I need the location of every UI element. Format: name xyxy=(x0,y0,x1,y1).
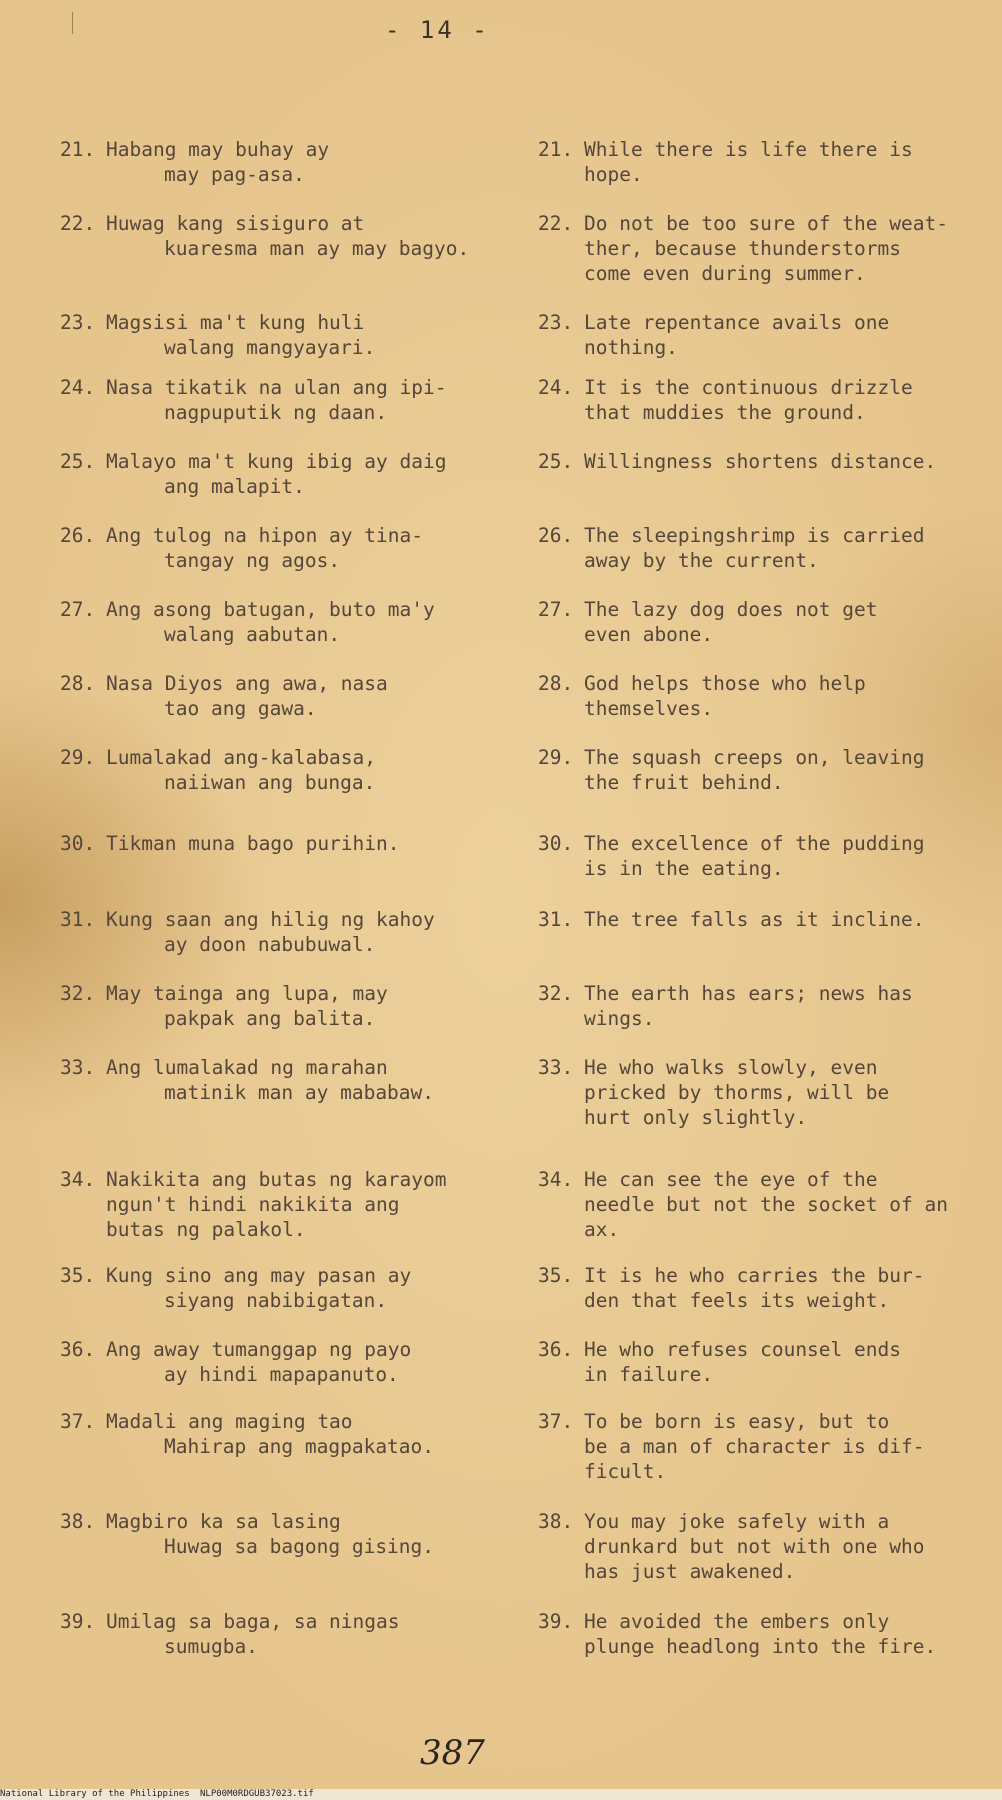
english-proverb-continuation: nothing. xyxy=(584,336,678,359)
tagalog-proverb-line xyxy=(60,1409,434,1434)
tagalog-proverb-37 xyxy=(60,1409,434,1459)
tagalog-proverb-line xyxy=(60,1337,411,1362)
proverb-number: 24. xyxy=(60,376,96,399)
tagalog-proverb-text: Umilag sa baga, sa ningas xyxy=(106,1610,400,1633)
tagalog-proverb-text: May tainga ang lupa, may xyxy=(106,982,388,1005)
tagalog-proverb-continuation: tangay ng agos. xyxy=(164,549,341,572)
english-proverb-line xyxy=(538,1609,936,1634)
tagalog-proverb-26 xyxy=(60,523,423,573)
tagalog-proverb-continuation: may pag-asa. xyxy=(164,163,305,186)
proverb-number: 30. xyxy=(538,832,574,855)
english-proverb-text: Willingness shortens distance. xyxy=(584,450,937,473)
english-proverb-34 xyxy=(538,1167,948,1242)
english-proverb-text: He who walks slowly, even xyxy=(584,1056,878,1079)
tagalog-proverb-28 xyxy=(60,671,388,721)
english-proverb-line xyxy=(538,831,924,856)
tagalog-proverb-text: Magsisi ma't kung huli xyxy=(106,311,365,334)
english-proverb-continuation: ax. xyxy=(584,1218,620,1241)
english-proverb-continuation: the fruit behind. xyxy=(584,771,784,794)
tagalog-proverb-text: Malayo ma't kung ibig ay daig xyxy=(106,450,447,473)
proverb-number: 32. xyxy=(538,982,574,1005)
english-proverb-24 xyxy=(538,375,913,425)
english-proverb-text: The tree falls as it incline. xyxy=(584,908,925,931)
proverb-number: 34. xyxy=(60,1168,96,1191)
english-proverb-line xyxy=(538,449,936,474)
proverb-number: 36. xyxy=(538,1338,574,1361)
tagalog-proverb-23 xyxy=(60,310,375,360)
english-proverb-text: The lazy dog does not get xyxy=(584,598,878,621)
english-proverb-text: To be born is easy, but to xyxy=(584,1410,890,1433)
english-proverb-38 xyxy=(538,1509,924,1584)
proverb-number: 37. xyxy=(538,1410,574,1433)
english-proverb-continuation: ther, because thunderstorms xyxy=(584,237,901,260)
proverb-number: 33. xyxy=(60,1056,96,1079)
tagalog-proverb-30 xyxy=(60,831,400,856)
tagalog-proverb-line xyxy=(60,907,435,932)
english-proverb-continuation: hurt only slightly. xyxy=(584,1106,808,1129)
english-proverb-line xyxy=(538,1055,889,1080)
english-proverb-continuation: that muddies the ground. xyxy=(584,401,866,424)
english-proverb-31 xyxy=(538,907,924,932)
english-proverb-line xyxy=(538,375,913,400)
english-proverb-text: The earth has ears; news has xyxy=(584,982,913,1005)
tagalog-proverb-line xyxy=(60,1055,434,1080)
english-proverb-line xyxy=(538,1409,924,1434)
tagalog-proverb-line xyxy=(60,1263,411,1288)
tagalog-proverb-line xyxy=(60,745,376,770)
english-proverb-line xyxy=(538,671,866,696)
tagalog-proverb-27 xyxy=(60,597,435,647)
tagalog-proverb-continuation: walang aabutan. xyxy=(164,623,341,646)
proverb-number: 26. xyxy=(60,524,96,547)
tagalog-proverb-continuation: ngun't hindi nakikita ang xyxy=(106,1193,400,1216)
tagalog-proverb-35 xyxy=(60,1263,411,1313)
tagalog-proverb-line xyxy=(60,449,446,474)
proverb-number: 22. xyxy=(60,212,96,235)
english-proverb-23 xyxy=(538,310,889,360)
tagalog-proverb-text: Huwag kang sisiguro at xyxy=(106,212,365,235)
english-proverb-39 xyxy=(538,1609,936,1659)
proverb-number: 25. xyxy=(60,450,96,473)
english-proverb-text: It is he who carries the bur- xyxy=(584,1264,925,1287)
english-proverb-33 xyxy=(538,1055,889,1130)
tagalog-proverb-continuation: kuaresma man ay may bagyo. xyxy=(164,237,470,260)
tagalog-proverb-31 xyxy=(60,907,435,957)
proverb-number: 28. xyxy=(60,672,96,695)
tagalog-proverb-32 xyxy=(60,981,388,1031)
tagalog-proverb-text: Nasa tikatik na ulan ang ipi- xyxy=(106,376,447,399)
tagalog-proverb-text: Habang may buhay ay xyxy=(106,138,330,161)
proverb-number: 23. xyxy=(538,311,574,334)
english-proverb-continuation: is in the eating. xyxy=(584,857,784,880)
tagalog-proverb-continuation: walang mangyayari. xyxy=(164,336,376,359)
tagalog-proverb-line xyxy=(60,1167,446,1192)
tagalog-proverb-line xyxy=(60,375,446,400)
tagalog-proverb-29 xyxy=(60,745,376,795)
english-proverb-line xyxy=(538,907,924,932)
proverb-number: 33. xyxy=(538,1056,574,1079)
proverb-number: 36. xyxy=(60,1338,96,1361)
english-proverb-35 xyxy=(538,1263,924,1313)
tagalog-proverb-text: Nakikita ang butas ng karayom xyxy=(106,1168,447,1191)
tagalog-proverb-line xyxy=(60,671,388,696)
tagalog-proverb-continuation: Huwag sa bagong gising. xyxy=(164,1535,435,1558)
english-proverb-line xyxy=(538,137,913,162)
english-proverb-continuation: has just awakened. xyxy=(584,1560,796,1583)
english-proverb-26 xyxy=(538,523,924,573)
tagalog-proverb-36 xyxy=(60,1337,411,1387)
tagalog-proverb-continuation: matinik man ay mababaw. xyxy=(164,1081,435,1104)
proverb-number: 38. xyxy=(60,1510,96,1533)
page-number: - 14 - xyxy=(385,16,490,44)
english-proverb-30 xyxy=(538,831,924,881)
english-proverb-continuation: hope. xyxy=(584,163,643,186)
tagalog-proverb-34 xyxy=(60,1167,446,1242)
proverb-number: 24. xyxy=(538,376,574,399)
tagalog-proverb-line xyxy=(60,981,388,1006)
footer-library-name: National Library of the Philippines xyxy=(0,1789,190,1799)
proverb-number: 35. xyxy=(538,1264,574,1287)
proverb-number: 37. xyxy=(60,1410,96,1433)
tagalog-proverb-text: Madali ang maging tao xyxy=(106,1410,353,1433)
tagalog-proverb-continuation: ay hindi mapapanuto. xyxy=(164,1363,399,1386)
tagalog-proverb-25 xyxy=(60,449,446,499)
proverb-number: 21. xyxy=(538,138,574,161)
english-proverb-continuation: den that feels its weight. xyxy=(584,1289,890,1312)
english-proverb-continuation: needle but not the socket of an xyxy=(584,1193,948,1216)
english-proverb-continuation: themselves. xyxy=(584,697,714,720)
tagalog-proverb-continuation: sumugba. xyxy=(164,1635,258,1658)
tagalog-proverb-text: Kung saan ang hilig ng kahoy xyxy=(106,908,435,931)
english-proverb-21 xyxy=(538,137,913,187)
handwritten-folio-number: 387 xyxy=(420,1733,485,1773)
tagalog-proverb-line xyxy=(60,211,469,236)
tagalog-proverb-22 xyxy=(60,211,469,261)
margin-mark xyxy=(72,12,73,34)
proverb-number: 31. xyxy=(60,908,96,931)
english-proverb-line xyxy=(538,1263,924,1288)
tagalog-proverb-line xyxy=(60,831,400,856)
tagalog-proverb-continuation: naiiwan ang bunga. xyxy=(164,771,376,794)
english-proverb-continuation: away by the current. xyxy=(584,549,819,572)
english-proverb-continuation: plunge headlong into the fire. xyxy=(584,1635,937,1658)
proverb-number: 23. xyxy=(60,311,96,334)
tagalog-proverb-line xyxy=(60,137,329,162)
english-proverb-line xyxy=(538,981,913,1006)
english-proverb-continuation: in failure. xyxy=(584,1363,714,1386)
tagalog-proverb-text: Nasa Diyos ang awa, nasa xyxy=(106,672,388,695)
english-proverb-continuation: ficult. xyxy=(584,1460,667,1483)
tagalog-proverb-continuation: ay doon nabubuwal. xyxy=(164,933,376,956)
tagalog-proverb-text: Tikman muna bago purihin. xyxy=(106,832,400,855)
english-proverb-29 xyxy=(538,745,924,795)
tagalog-proverb-38 xyxy=(60,1509,434,1559)
english-proverb-text: The sleepingshrimp is carried xyxy=(584,524,925,547)
tagalog-proverb-continuation: nagpuputik ng daan. xyxy=(164,401,388,424)
english-proverb-line xyxy=(538,211,948,236)
tagalog-proverb-text: Kung sino ang may pasan ay xyxy=(106,1264,412,1287)
tagalog-proverb-text: Ang lumalakad ng marahan xyxy=(106,1056,388,1079)
english-proverb-text: Do not be too sure of the weat- xyxy=(584,212,948,235)
proverb-number: 27. xyxy=(60,598,96,621)
tagalog-proverb-text: Ang asong batugan, buto ma'y xyxy=(106,598,435,621)
proverb-number: 39. xyxy=(60,1610,96,1633)
tagalog-proverb-text: Ang tulog na hipon ay tina- xyxy=(106,524,423,547)
english-proverb-text: The squash creeps on, leaving xyxy=(584,746,925,769)
tagalog-proverb-continuation: pakpak ang balita. xyxy=(164,1007,376,1030)
tagalog-proverb-24 xyxy=(60,375,446,425)
english-proverb-28 xyxy=(538,671,866,721)
english-proverb-36 xyxy=(538,1337,901,1387)
tagalog-proverb-continuation: Mahirap ang magpakatao. xyxy=(164,1435,435,1458)
tagalog-proverb-line xyxy=(60,597,435,622)
proverb-number: 22. xyxy=(538,212,574,235)
proverb-number: 35. xyxy=(60,1264,96,1287)
tagalog-proverb-continuation: butas ng palakol. xyxy=(106,1218,306,1241)
proverb-number: 28. xyxy=(538,672,574,695)
english-proverb-line xyxy=(538,597,878,622)
english-proverb-text: It is the continuous drizzle xyxy=(584,376,913,399)
proverb-number: 38. xyxy=(538,1510,574,1533)
english-proverb-32 xyxy=(538,981,913,1031)
english-proverb-25 xyxy=(538,449,936,474)
english-proverb-line xyxy=(538,1167,948,1192)
tagalog-proverb-text: Ang away tumanggap ng payo xyxy=(106,1338,412,1361)
proverb-number: 25. xyxy=(538,450,574,473)
english-proverb-text: While there is life there is xyxy=(584,138,913,161)
tagalog-proverb-text: Magbiro ka sa lasing xyxy=(106,1510,341,1533)
english-proverb-text: He who refuses counsel ends xyxy=(584,1338,901,1361)
tagalog-proverb-continuation: tao ang gawa. xyxy=(164,697,317,720)
tagalog-proverb-text: Lumalakad ang-kalabasa, xyxy=(106,746,377,769)
english-proverb-37 xyxy=(538,1409,924,1484)
tagalog-proverb-39 xyxy=(60,1609,400,1659)
english-proverb-line xyxy=(538,745,924,770)
english-proverb-text: Late repentance avails one xyxy=(584,311,890,334)
tagalog-proverb-line xyxy=(60,310,375,335)
tagalog-proverb-line xyxy=(60,1509,434,1534)
tagalog-proverb-continuation: ang malapit. xyxy=(164,475,305,498)
english-proverb-text: The excellence of the pudding xyxy=(584,832,925,855)
english-proverb-27 xyxy=(538,597,878,647)
tagalog-proverb-21 xyxy=(60,137,329,187)
english-proverb-continuation: even abone. xyxy=(584,623,714,646)
english-proverb-text: He can see the eye of the xyxy=(584,1168,878,1191)
english-proverb-line xyxy=(538,1337,901,1362)
english-proverb-continuation: wings. xyxy=(584,1007,655,1030)
tagalog-proverb-continuation: siyang nabibigatan. xyxy=(164,1289,388,1312)
proverb-number: 30. xyxy=(60,832,96,855)
tagalog-proverb-line xyxy=(60,1609,400,1634)
footer-file-name: NLP00M0RDGUB37023.tif xyxy=(200,1789,314,1799)
english-proverb-line xyxy=(538,310,889,335)
tagalog-proverb-33 xyxy=(60,1055,434,1105)
proverb-number: 34. xyxy=(538,1168,574,1191)
proverb-number: 29. xyxy=(60,746,96,769)
proverb-number: 31. xyxy=(538,908,574,931)
tagalog-proverb-line xyxy=(60,523,423,548)
english-proverb-22 xyxy=(538,211,948,286)
english-proverb-continuation: pricked by thorms, will be xyxy=(584,1081,890,1104)
english-proverb-continuation: drunkard but not with one who xyxy=(584,1535,925,1558)
english-proverb-line xyxy=(538,1509,924,1534)
english-proverb-text: You may joke safely with a xyxy=(584,1510,890,1533)
proverb-number: 21. xyxy=(60,138,96,161)
english-proverb-continuation: come even during summer. xyxy=(584,262,866,285)
proverb-number: 26. xyxy=(538,524,574,547)
proverb-number: 27. xyxy=(538,598,574,621)
proverb-number: 29. xyxy=(538,746,574,769)
english-proverb-text: God helps those who help xyxy=(584,672,866,695)
english-proverb-continuation: be a man of character is dif- xyxy=(584,1435,925,1458)
proverb-number: 32. xyxy=(60,982,96,1005)
english-proverb-text: He avoided the embers only xyxy=(584,1610,890,1633)
english-proverb-line xyxy=(538,523,924,548)
proverb-number: 39. xyxy=(538,1610,574,1633)
